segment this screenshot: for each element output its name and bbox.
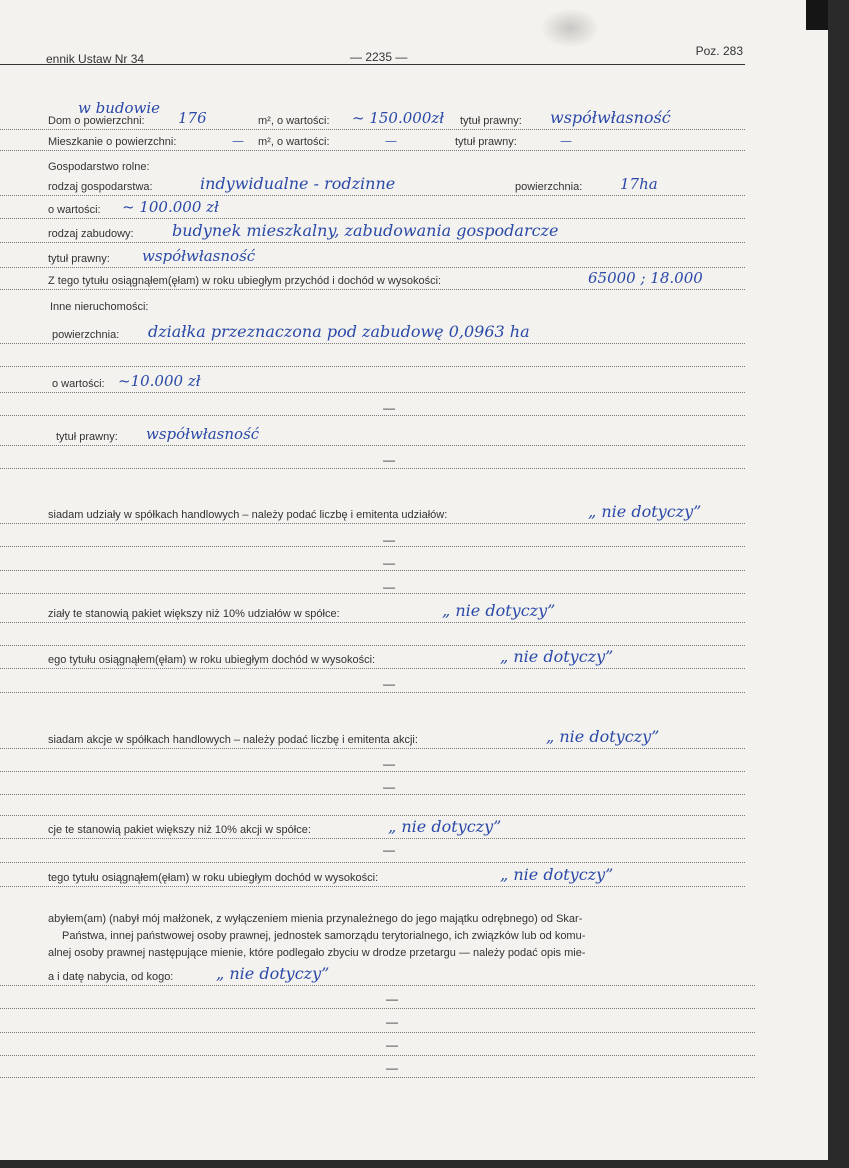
- akcje-a2: „ nie dotyczy”: [388, 817, 502, 836]
- udzialy-a1: „ nie dotyczy”: [588, 502, 702, 521]
- mieszkanie-area: —: [232, 134, 244, 148]
- blank-dash-6: —: [383, 677, 395, 691]
- gospodarstwo-tytul-label: tytuł prawny:: [48, 253, 110, 265]
- gospodarstwo-zabudowa-label: rodzaj zabudowy:: [48, 228, 134, 240]
- dom-area: 176: [178, 109, 207, 127]
- blank-dash-7: —: [383, 757, 395, 771]
- akcje-blank-3: [0, 798, 745, 816]
- blank-dash-9: —: [383, 843, 395, 857]
- gospodarstwo-tytul-line: [0, 247, 745, 268]
- akcje-a1: „ nie dotyczy”: [546, 727, 660, 746]
- udzialy-blank-1: [0, 529, 745, 547]
- gospodarstwo-wartosc-label: o wartości:: [48, 204, 101, 216]
- gospodarstwo-rodzaj-line: [0, 174, 745, 196]
- blank-dash-10: —: [386, 992, 398, 1006]
- nabycie-line-4: [0, 964, 755, 986]
- udzialy-blank-2: [0, 553, 745, 571]
- gospodarstwo-pow-label: powierzchnia:: [515, 181, 583, 193]
- akcje-q3-line: [0, 865, 745, 887]
- nabycie-text-4: a i datę nabycia, od kogo:: [48, 971, 174, 983]
- blank-dash-1: —: [383, 401, 395, 415]
- dom-area-unit: m², o wartości:: [258, 115, 330, 127]
- mieszkanie-value: —: [385, 134, 397, 148]
- gospodarstwo-wartosc: ~ 100.000 zł: [122, 198, 219, 216]
- gospodarstwo-zabudowa: budynek mieszkalny, zabudowania gospodarcze: [172, 221, 559, 240]
- udzialy-q2: ziały te stanowią pakiet większy niż 10% udziałów w spółce:: [48, 608, 340, 620]
- inne-blank-1: [0, 349, 745, 367]
- gospodarstwo-rodzaj: indywidualne - rodzinne: [200, 174, 396, 193]
- scan-border-bottom: [0, 1160, 849, 1168]
- inne-blank-2: [0, 398, 745, 416]
- udzialy-q3-line: [0, 647, 745, 669]
- scan-corner-shadow: [806, 0, 828, 30]
- mieszkanie-label: Mieszkanie o powierzchni:: [48, 136, 177, 148]
- inne-pow-line: [0, 322, 745, 344]
- akcje-q1-line: [0, 727, 745, 749]
- inne-heading: [0, 298, 300, 315]
- udzialy-a3: „ nie dotyczy”: [500, 647, 614, 666]
- nabycie-blank-4: [0, 1060, 755, 1078]
- gospodarstwo-wartosc-line: [0, 198, 745, 219]
- udzialy-a2: „ nie dotyczy”: [442, 601, 556, 620]
- udzialy-q1-line: [0, 502, 745, 524]
- blank-dash-4: —: [383, 556, 395, 570]
- udzialy-blank-4: [0, 628, 745, 646]
- akcje-blank-4: [0, 845, 745, 863]
- udzialy-q1: siadam udziały w spółkach handlowych – należy podać liczbę i emitenta udziałów:: [48, 509, 448, 521]
- udzialy-q3: ego tytułu osiągnąłem(ęłam) w roku ubiegłym dochód w wysokości:: [48, 654, 376, 666]
- akcje-a3: „ nie dotyczy”: [500, 865, 614, 884]
- inne-tytul: współwłasność: [146, 425, 260, 443]
- gospodarstwo-dochod: 65000 ; 18.000: [588, 269, 703, 287]
- dom-title-label: tytuł prawny:: [460, 115, 522, 127]
- akcje-q2-line: [0, 817, 745, 839]
- akcje-q3: tego tytułu osiągnąłem(ęłam) w roku ubiegłym dochód w wysokości:: [48, 872, 379, 884]
- gospodarstwo-pow: 17ha: [620, 175, 658, 193]
- blank-dash-11: —: [386, 1015, 398, 1029]
- inne-pow: działka przeznaczona pod zabudowę 0,0963 ha: [148, 322, 530, 341]
- nabycie-line-1: [0, 910, 780, 927]
- akcje-q1: siadam akcje w spółkach handlowych – należy podać liczbę i emitenta akcji:: [48, 734, 418, 746]
- udzialy-q2-line: [0, 601, 745, 623]
- udzialy-blank-5: [0, 675, 745, 693]
- inne-wartosc-line: [0, 372, 745, 393]
- inne-tytul-label: tytuł prawny:: [56, 431, 118, 443]
- gospodarstwo-tytul: współwłasność: [142, 247, 256, 265]
- nabycie-text-3: alnej osoby prawnej następujące mienie, które podlegało zbyciu w drodze przetargu — należy podać opis mie-: [48, 947, 586, 959]
- journal-title: ennik Ustaw Nr 34: [46, 52, 145, 66]
- inne-blank-3: [0, 451, 745, 469]
- akcje-q2: cje te stanowią pakiet większy niż 10% akcji w spółce:: [48, 824, 311, 836]
- gospodarstwo-dochod-line: [0, 269, 745, 290]
- blank-dash-8: —: [383, 780, 395, 794]
- inne-pow-label: powierzchnia:: [52, 329, 120, 341]
- page-header: [0, 44, 745, 65]
- blank-dash-5: —: [383, 580, 395, 594]
- scan-border-right: [828, 0, 849, 1168]
- nabycie-blank-1: [0, 991, 755, 1009]
- scan-smudge: [540, 8, 600, 48]
- udzialy-blank-3: [0, 576, 745, 594]
- nabycie-blank-2: [0, 1015, 755, 1033]
- mieszkanie-title-label: tytuł prawny:: [455, 136, 517, 148]
- inne-tytul-line: [0, 425, 745, 446]
- dom-label: Dom o powierzchni:: [48, 115, 145, 127]
- gospodarstwo-rodzaj-label: rodzaj gospodarstwa:: [48, 181, 153, 193]
- position-number: Poz. 283: [695, 44, 743, 58]
- nabycie-text-1: abyłem(am) (nabył mój małżonek, z wyłączeniem mienia przynależnego do jego majątku odrębnego) od Skar-: [48, 913, 583, 925]
- dom-value: ~ 150.000zł: [352, 109, 445, 127]
- mieszkanie-title: —: [560, 134, 572, 148]
- blank-dash-12: —: [386, 1038, 398, 1052]
- dom-line: [0, 99, 745, 130]
- blank-dash-3: —: [383, 533, 395, 547]
- nabycie-answer: „ nie dotyczy”: [216, 964, 330, 983]
- nabycie-text-2: Państwa, innej państwowej osoby prawnej, jednostek samorządu terytorialnego, ich związków lub od komu-: [62, 930, 586, 942]
- page-number: — 2235 —: [350, 50, 408, 64]
- gospodarstwo-zabudowa-line: [0, 221, 745, 243]
- inne-wartosc-label: o wartości:: [52, 378, 105, 390]
- nabycie-line-2: [0, 927, 780, 944]
- dom-note: w budowie: [78, 99, 161, 117]
- blank-dash-13: —: [386, 1061, 398, 1075]
- gospodarstwo-heading-text: Gospodarstwo rolne:: [48, 161, 150, 173]
- mieszkanie-area-unit: m², o wartości:: [258, 136, 330, 148]
- gospodarstwo-heading: [0, 158, 300, 175]
- inne-wartosc: ~10.000 zł: [118, 372, 201, 390]
- blank-dash-2: —: [383, 453, 395, 467]
- dom-title: współwłasność: [550, 108, 671, 127]
- mieszkanie-line: [0, 133, 745, 151]
- gospodarstwo-dochod-label: Z tego tytułu osiągnąłem(ęłam) w roku ubiegłym przychód i dochód w wysokości:: [48, 275, 442, 287]
- nabycie-blank-3: [0, 1038, 755, 1056]
- akcje-blank-1: [0, 754, 745, 772]
- nabycie-line-3: [0, 944, 780, 961]
- inne-heading-text: Inne nieruchomości:: [50, 301, 149, 313]
- akcje-blank-2: [0, 777, 745, 795]
